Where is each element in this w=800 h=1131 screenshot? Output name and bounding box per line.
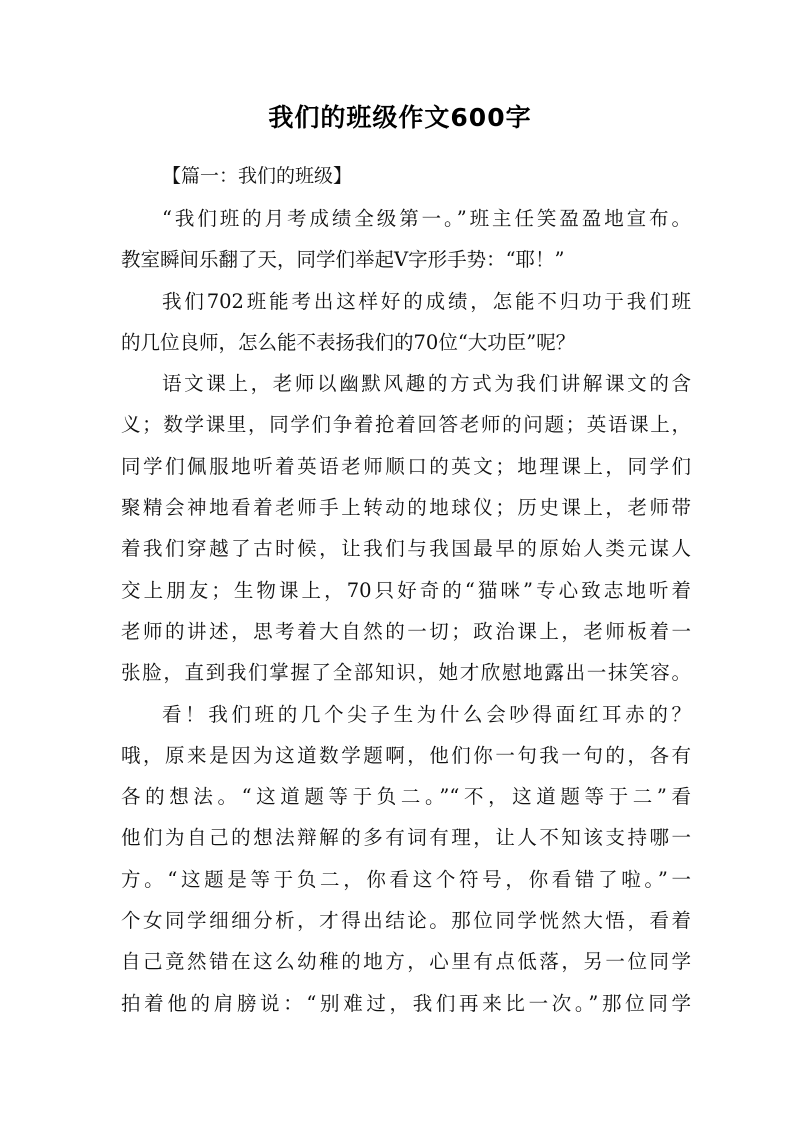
text-line: 交上朋友；生物课上，70只好奇的“猫咪”专心致志地听着 bbox=[121, 578, 691, 602]
text-line: 聚精会神地看着老师手上转动的地球仪；历史课上，老师带 bbox=[121, 496, 691, 520]
text-line: 方。“这题是等于负二，你看这个符号，你看错了啦。”一 bbox=[121, 867, 691, 891]
text-line: 语文课上，老师以幽默风趣的方式为我们讲解课文的含 bbox=[162, 372, 691, 396]
text-line: 拍着他的肩膀说：“别难过，我们再来比一次。”那位同学 bbox=[121, 991, 691, 1015]
paragraph-4 bbox=[121, 694, 691, 1024]
text-line: 个女同学细细分析，才得出结论。那位同学恍然大悟，看着 bbox=[121, 909, 691, 933]
text-line: “我们班的月考成绩全级第一。”班主任笑盈盈地宣布。 bbox=[162, 207, 691, 230]
text-line: 老师的讲述，思考着大自然的一切；政治课上，老师板着一 bbox=[121, 619, 691, 643]
text-line: 各的想法。“这道题等于负二。”“不，这道题等于二”看 bbox=[121, 785, 691, 809]
text-line: 我们702班能考出这样好的成绩，怎能不归功于我们班 bbox=[162, 289, 691, 313]
paragraph-2 bbox=[121, 281, 691, 364]
text-line: 同学们佩服地听着英语老师顺口的英文；地理课上，同学们 bbox=[121, 454, 691, 478]
text-line: 哦，原来是因为这道数学题啊，他们你一句我一句的，各有 bbox=[121, 743, 691, 767]
text-line: 着我们穿越了古时候，让我们与我国最早的原始人类元谋人 bbox=[121, 537, 691, 561]
document-body bbox=[121, 198, 691, 1024]
section-heading: 【篇一：我们的班级】 bbox=[162, 165, 353, 187]
text-line: 义；数学课里，同学们争着抢着回答老师的问题；英语课上， bbox=[121, 413, 691, 437]
text-line: 看！我们班的几个尖子生为什么会吵得面红耳赤的？ bbox=[162, 702, 691, 726]
text-line: 的几位良师，怎么能不表扬我们的70位“大功臣”呢？ bbox=[121, 330, 576, 354]
text-line: 他们为自己的想法辩解的多有词有理，让人不知该支持哪一 bbox=[121, 826, 691, 850]
text-line: 教室瞬间乐翻了天，同学们举起V字形手势：“耶！” bbox=[121, 248, 565, 272]
paragraph-3 bbox=[121, 363, 691, 693]
paragraph-1 bbox=[121, 198, 691, 281]
text-line: 张脸，直到我们掌握了全部知识，她才欣慰地露出一抹笑容。 bbox=[121, 661, 691, 685]
text-line: 自己竟然错在这么幼稚的地方，心里有点低落，另一位同学 bbox=[121, 950, 691, 974]
document-title: 我们的班级作文600字 bbox=[268, 103, 532, 132]
